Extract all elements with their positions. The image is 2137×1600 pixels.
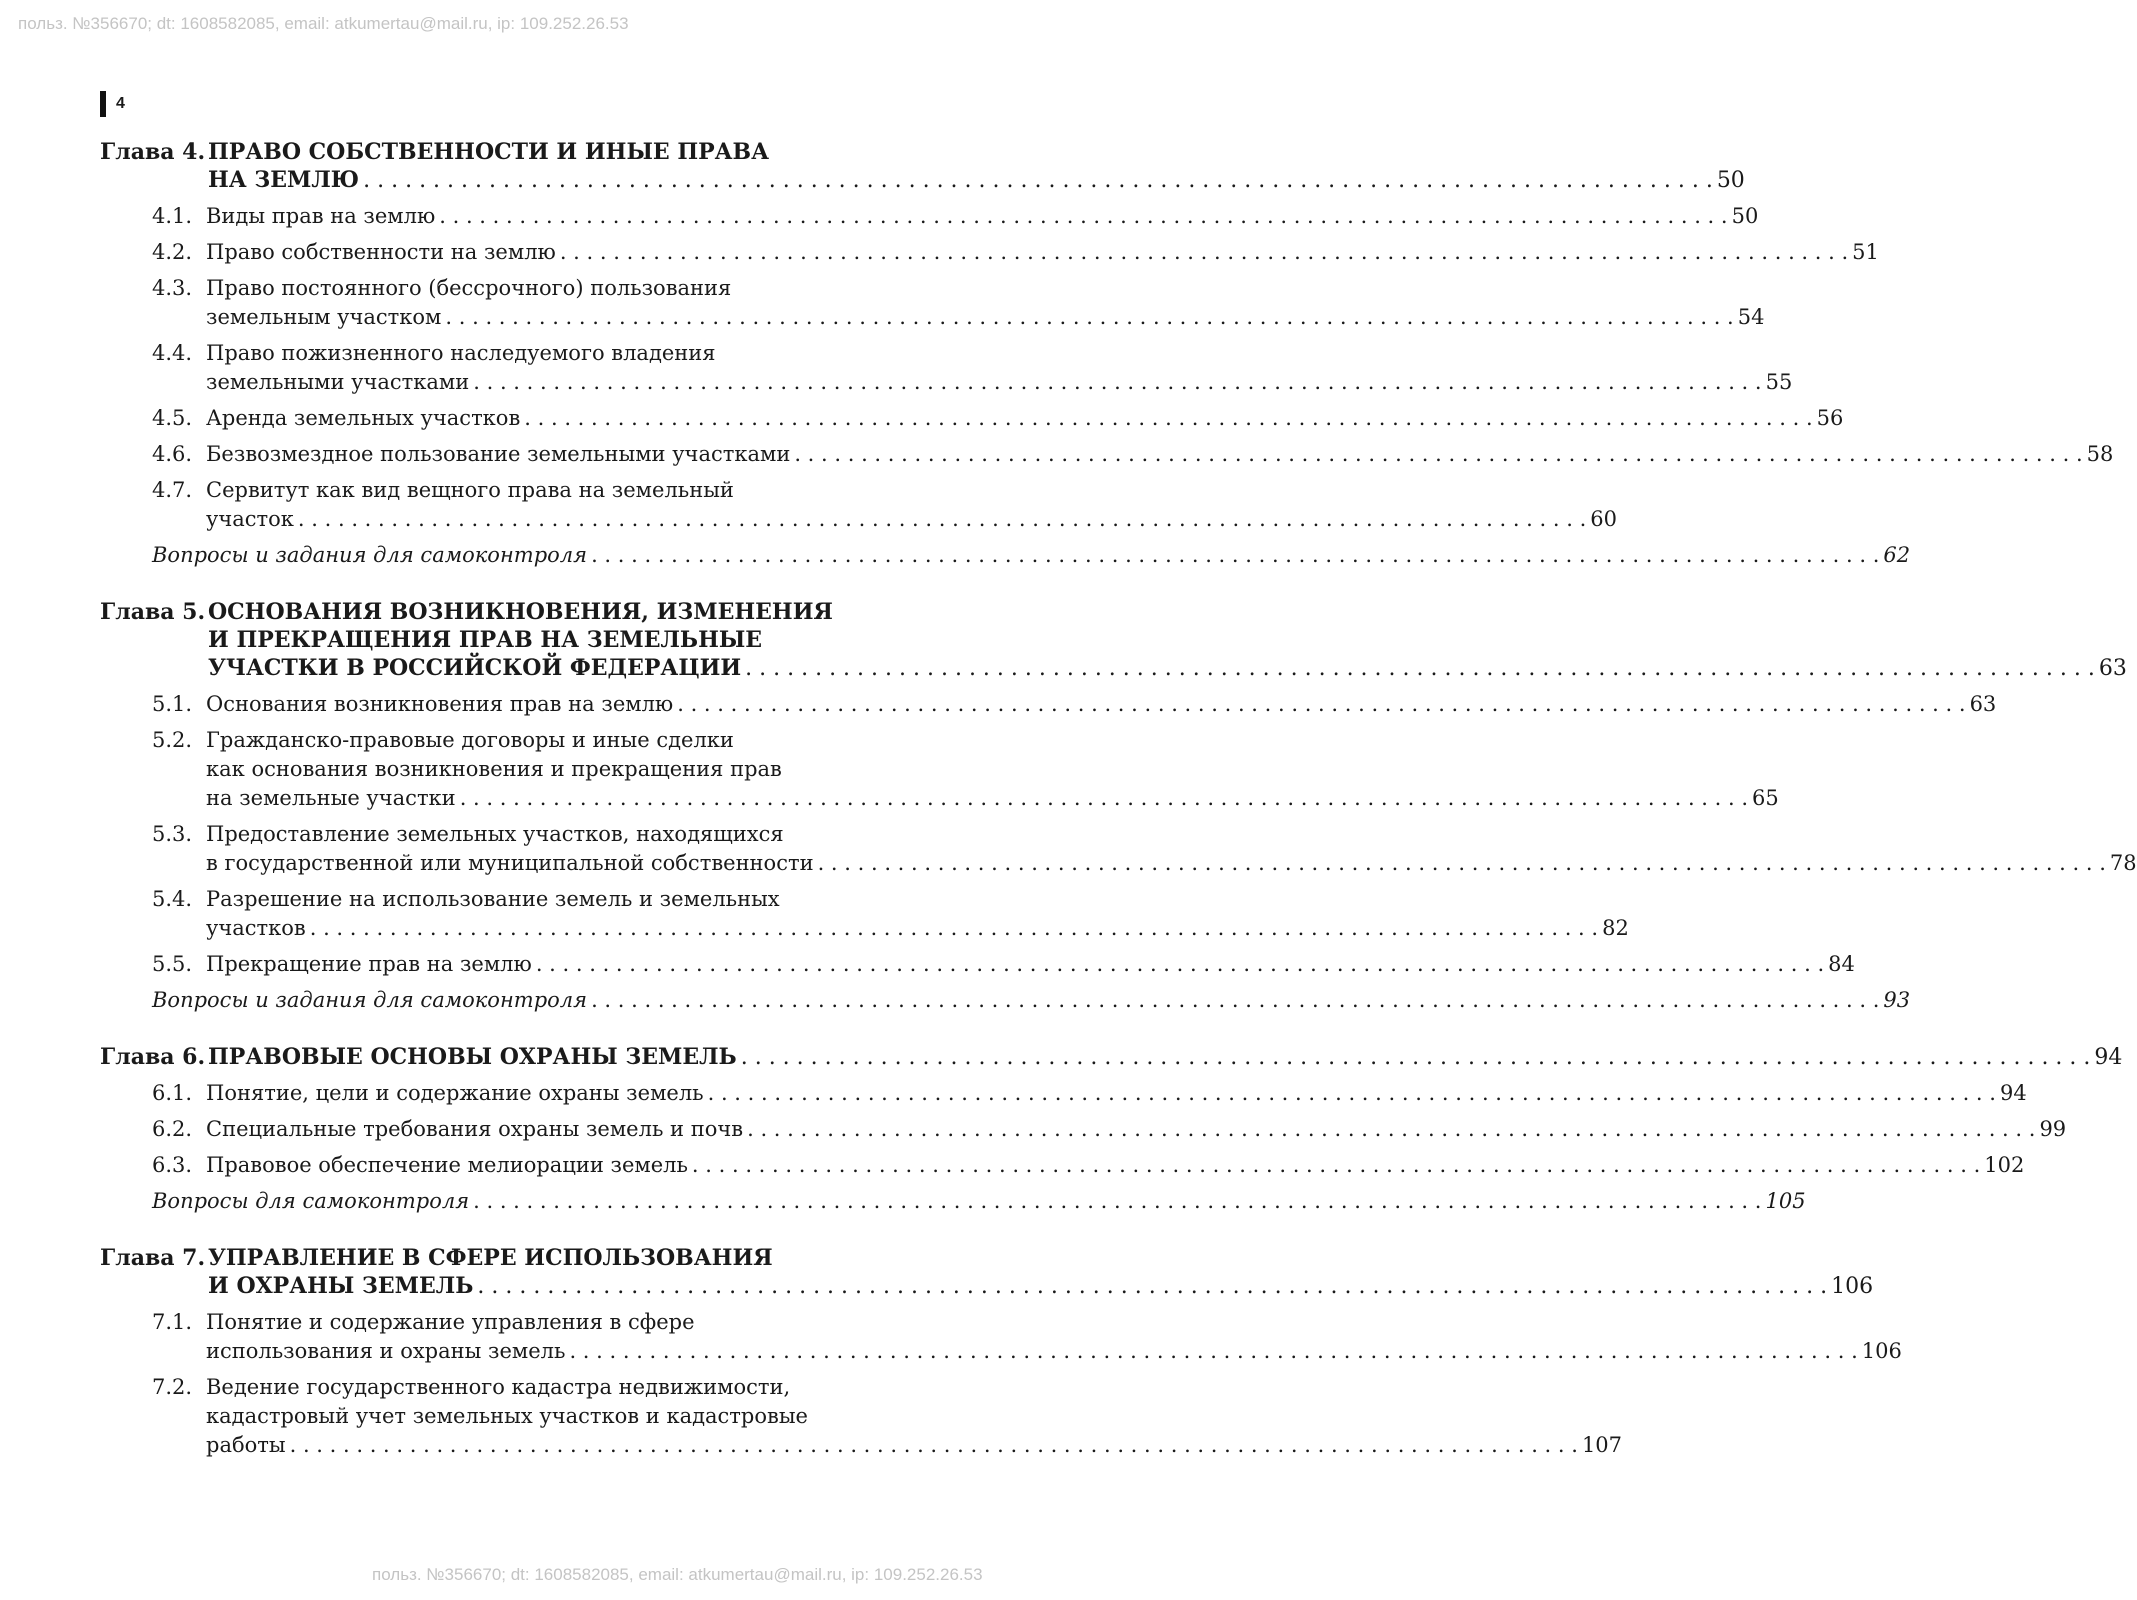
- section-title: [206, 820, 2137, 878]
- dot-leader: [298, 505, 1586, 534]
- entry-last-line: [208, 166, 1745, 195]
- entry-line: Разрешение на использование земель и земельных: [206, 887, 780, 911]
- page-ref: 60: [1590, 507, 1617, 531]
- entry-line: Безвозмездное пользование земельными участками: [206, 442, 791, 466]
- dot-leader: [741, 1044, 2091, 1072]
- toc-section: [100, 690, 1997, 719]
- page-ref: 94: [1999, 1081, 2027, 1105]
- chapter-block: [100, 138, 2114, 570]
- entry-last-line: [206, 1151, 2024, 1180]
- entry-last-line: [206, 1115, 2066, 1144]
- toc-section: [100, 1308, 1902, 1366]
- entry-line: Предоставление земельных участков, находящихся: [206, 822, 784, 846]
- section-title: [206, 1373, 1622, 1460]
- page-ref: 63: [2098, 656, 2127, 681]
- entry-line: использования и охраны земель: [206, 1339, 566, 1363]
- entry-line: Прекращение прав на землю: [206, 952, 532, 976]
- section-number: 5.1.: [152, 692, 193, 716]
- entry-line: УЧАСТКИ В РОССИЙСКОЙ ФЕДЕРАЦИИ: [208, 655, 742, 681]
- page-ref: 102: [1984, 1153, 2025, 1177]
- section-title: [206, 726, 1779, 813]
- entry-line: И ПРЕКРАЩЕНИЯ ПРАВ НА ЗЕМЕЛЬНЫЕ: [208, 627, 763, 653]
- entry-last-line: [206, 690, 1996, 719]
- section-number: 4.4.: [152, 341, 193, 365]
- entry-last-line: [206, 202, 1758, 231]
- entry-last-line: [206, 914, 1629, 943]
- entry-line: Ведение государственного кадастра недвижимости,: [206, 1375, 791, 1399]
- entry-last-line: [206, 303, 1764, 332]
- header-bar: [100, 91, 106, 117]
- questions-text: Вопросы и задания для самоконтроля: [152, 988, 588, 1012]
- toc-section: [100, 820, 2137, 878]
- section-number: 5.2.: [152, 728, 193, 752]
- chapter-title: [208, 1043, 2122, 1072]
- entry-line: Право собственности на землю: [206, 240, 556, 264]
- entry-last-line: [206, 849, 2137, 878]
- section-number: 5.3.: [152, 822, 193, 846]
- questions-text: Вопросы для самоконтроля: [152, 1189, 470, 1213]
- dot-leader: [460, 784, 1748, 813]
- section-number: 6.2.: [152, 1117, 193, 1141]
- entry-line: Основания возникновения прав на землю: [206, 692, 674, 716]
- entry-line: работы: [206, 1433, 286, 1457]
- toc-section: [100, 476, 1617, 534]
- toc-section: [100, 1115, 2067, 1144]
- entry-line: ПРАВОВЫЕ ОСНОВЫ ОХРАНЫ ЗЕМЕЛЬ: [208, 1044, 737, 1070]
- dot-leader: [477, 1273, 1827, 1301]
- section-number: 6.3.: [152, 1153, 193, 1177]
- entry-line: НА ЗЕМЛЮ: [208, 167, 360, 193]
- entry-line: Право постоянного (бессрочного) пользования: [206, 276, 732, 300]
- dot-leader: [708, 1079, 1996, 1108]
- page-ref: 82: [1602, 916, 1629, 940]
- page-ref: 50: [1731, 204, 1759, 228]
- chapter-heading: [100, 1244, 1874, 1301]
- entry-last-line: [206, 950, 1855, 979]
- page-ref: 78: [2109, 851, 2137, 875]
- entry-last-line: [206, 368, 1792, 397]
- self-check-questions: [152, 1187, 1806, 1216]
- page-ref: 54: [1737, 305, 1765, 329]
- watermark-top: польз. №356670; dt: 1608582085, email: atkumertau@mail.ru, ip: 109.252.26.53: [18, 14, 629, 33]
- page-ref: 62: [1883, 543, 1911, 567]
- entry-line: земельными участками: [206, 370, 470, 394]
- entry-last-line: [206, 1431, 1622, 1460]
- dot-leader: [677, 690, 1965, 719]
- chapter-label: Глава 4.: [100, 139, 206, 165]
- toc-section: [100, 339, 1793, 397]
- page-ref: 65: [1752, 786, 1779, 810]
- section-number: 6.1.: [152, 1081, 193, 1105]
- toc-section: [100, 440, 2114, 469]
- section-title: [206, 440, 2113, 469]
- entry-line: как основания возникновения и прекращения прав: [206, 757, 782, 781]
- table-of-contents: [100, 138, 2137, 1488]
- page-ref: 56: [1816, 406, 1844, 430]
- dot-leader: [818, 849, 2106, 878]
- entry-last-line: [206, 404, 1843, 433]
- chapter-block: [100, 1043, 2123, 1216]
- dot-leader: [473, 1187, 1761, 1216]
- toc-section: [100, 885, 1629, 943]
- page-ref: 106: [1831, 1274, 1874, 1299]
- dot-leader: [536, 950, 1824, 979]
- entry-line: в государственной или муниципальной собственности: [206, 851, 814, 875]
- questions-text: Вопросы и задания для самоконтроля: [152, 543, 588, 567]
- dot-leader: [591, 986, 1879, 1015]
- section-title: [206, 238, 1879, 267]
- section-number: 4.5.: [152, 406, 193, 430]
- section-number: 4.3.: [152, 276, 193, 300]
- chapter-heading: [100, 138, 1745, 195]
- chapter-block: [100, 1244, 1902, 1460]
- entry-line: на земельные участки: [206, 786, 456, 810]
- page-ref: 51: [1852, 240, 1879, 264]
- section-title: [206, 885, 1629, 943]
- chapter-title: [208, 598, 2127, 683]
- entry-line: Гражданско-правовые договоры и иные сделки: [206, 728, 734, 752]
- section-number: 4.1.: [152, 204, 193, 228]
- page-ref: 58: [2086, 442, 2114, 466]
- entry-line: Правовое обеспечение мелиорации земель: [206, 1153, 688, 1177]
- entry-last-line: [208, 1043, 2122, 1072]
- page-number: 4: [116, 95, 125, 112]
- section-number: 5.4.: [152, 887, 193, 911]
- page-ref: 55: [1765, 370, 1793, 394]
- dot-leader: [363, 167, 1713, 195]
- section-title: [206, 690, 1996, 719]
- dot-leader: [473, 368, 1761, 397]
- entry-last-line: [206, 505, 1617, 534]
- entry-last-line: [206, 1337, 1902, 1366]
- entry-last-line: [206, 784, 1779, 813]
- page-ref: 63: [1969, 692, 1997, 716]
- dot-leader: [747, 1115, 2035, 1144]
- section-title: [206, 202, 1758, 231]
- section-number: 4.2.: [152, 240, 193, 264]
- toc-section: [100, 238, 1879, 267]
- chapter-heading: [100, 1043, 2123, 1072]
- section-title: [206, 1308, 1902, 1366]
- self-check-questions: [152, 541, 1911, 570]
- page-header: [100, 90, 125, 118]
- page-ref: 93: [1883, 988, 1911, 1012]
- entry-line: Аренда земельных участков: [206, 406, 521, 430]
- entry-last-line: [206, 1079, 2027, 1108]
- page-ref: 94: [2094, 1045, 2123, 1070]
- entry-line: Право пожизненного наследуемого владения: [206, 341, 716, 365]
- toc-section: [100, 726, 1779, 813]
- section-number: 7.2.: [152, 1375, 193, 1399]
- entry-line: Понятие и содержание управления в сфере: [206, 1310, 695, 1334]
- section-title: [206, 1115, 2066, 1144]
- section-title: [206, 274, 1764, 332]
- toc-section: [100, 404, 1844, 433]
- toc-section: [100, 1373, 1623, 1460]
- page-ref: 107: [1581, 1433, 1623, 1457]
- entry-line: И ОХРАНЫ ЗЕМЕЛЬ: [208, 1273, 474, 1299]
- dot-leader: [290, 1431, 1578, 1460]
- section-number: 4.7.: [152, 478, 193, 502]
- entry-line: земельным участком: [206, 305, 442, 329]
- toc-section: [100, 950, 1855, 979]
- dot-leader: [745, 655, 2095, 683]
- section-number: 4.6.: [152, 442, 193, 466]
- dot-leader: [560, 238, 1848, 267]
- chapter-title: [208, 138, 1745, 195]
- section-number: 5.5.: [152, 952, 193, 976]
- self-check-questions: [152, 986, 1911, 1015]
- toc-section: [100, 202, 1759, 231]
- entry-line: участок: [206, 507, 294, 531]
- page-ref: 84: [1828, 952, 1855, 976]
- section-title: [206, 1079, 2027, 1108]
- page-ref: 50: [1716, 168, 1745, 193]
- dot-leader: [794, 440, 2082, 469]
- dot-leader: [591, 541, 1879, 570]
- section-title: [206, 339, 1792, 397]
- dot-leader: [692, 1151, 1980, 1180]
- chapter-heading: [100, 598, 2127, 683]
- section-title: [206, 1151, 2024, 1180]
- page-ref: 106: [1861, 1339, 1902, 1363]
- entry-line: УПРАВЛЕНИЕ В СФЕРЕ ИСПОЛЬЗОВАНИЯ: [208, 1245, 773, 1271]
- dot-leader: [569, 1337, 1857, 1366]
- entry-line: участков: [206, 916, 306, 940]
- dot-leader: [524, 404, 1812, 433]
- section-title: [206, 950, 1855, 979]
- chapter-title: [208, 1244, 1873, 1301]
- chapter-label: Глава 7.: [100, 1245, 206, 1271]
- section-number: 7.1.: [152, 1310, 193, 1334]
- dot-leader: [310, 914, 1598, 943]
- chapter-label: Глава 5.: [100, 599, 206, 625]
- entry-last-line: [206, 238, 1879, 267]
- page-ref: 99: [2039, 1117, 2067, 1141]
- entry-line: Виды прав на землю: [206, 204, 436, 228]
- entry-last-line: [206, 440, 2113, 469]
- dot-leader: [439, 202, 1727, 231]
- entry-line: Понятие, цели и содержание охраны земель: [206, 1081, 704, 1105]
- entry-line: кадастровый учет земельных участков и кадастровые: [206, 1404, 808, 1428]
- entry-last-line: [208, 654, 2127, 683]
- page-ref: 105: [1765, 1189, 1806, 1213]
- toc-section: [100, 1079, 2027, 1108]
- section-title: [206, 476, 1617, 534]
- entry-line: ПРАВО СОБСТВЕННОСТИ И ИНЫЕ ПРАВА: [208, 139, 770, 165]
- entry-line: Специальные требования охраны земель и почв: [206, 1117, 744, 1141]
- chapter-label: Глава 6.: [100, 1044, 206, 1070]
- toc-section: [100, 1151, 2025, 1180]
- chapter-block: [100, 598, 2137, 1015]
- entry-last-line: [208, 1272, 1873, 1301]
- section-title: [206, 404, 1843, 433]
- toc-section: [100, 274, 1765, 332]
- entry-line: ОСНОВАНИЯ ВОЗНИКНОВЕНИЯ, ИЗМЕНЕНИЯ: [208, 599, 833, 625]
- dot-leader: [445, 303, 1733, 332]
- watermark-bottom: польз. №356670; dt: 1608582085, email: atkumertau@mail.ru, ip: 109.252.26.53: [372, 1565, 983, 1584]
- entry-line: Сервитут как вид вещного права на земельный: [206, 478, 734, 502]
